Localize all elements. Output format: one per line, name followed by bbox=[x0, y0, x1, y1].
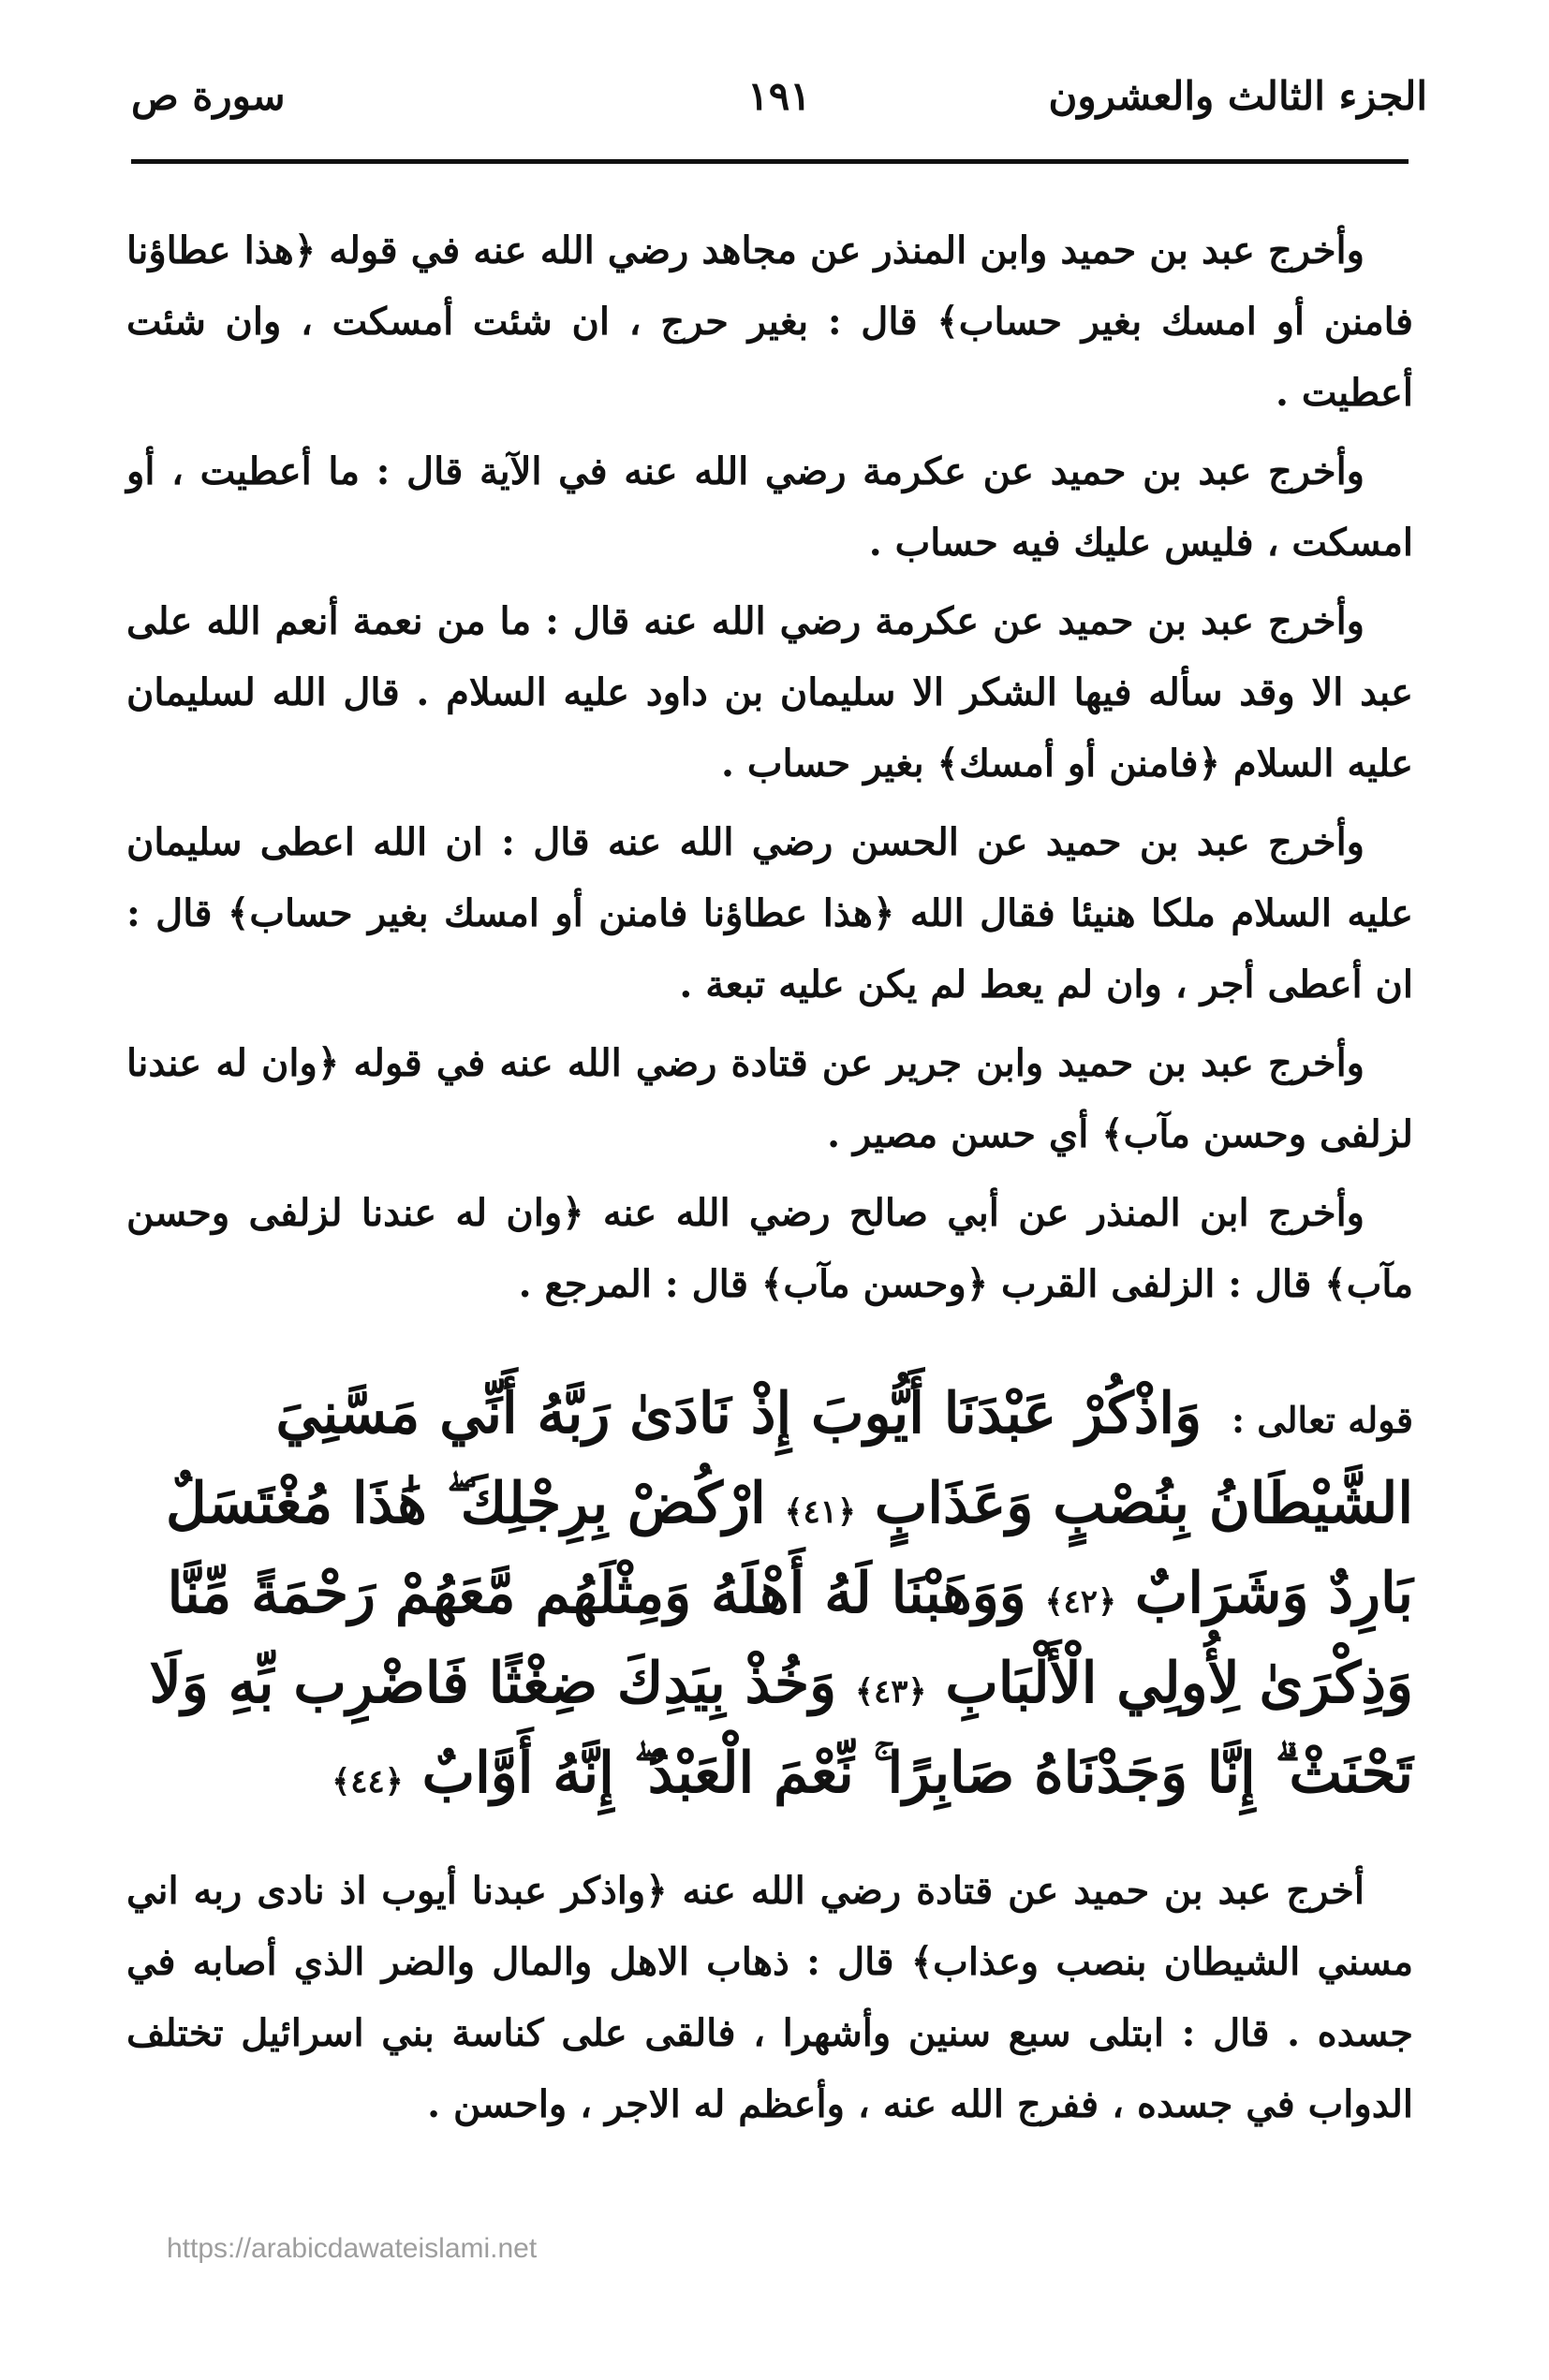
ayah-number: ﴿٤١﴾ bbox=[784, 1493, 856, 1531]
ayah-number: ﴿٤٣﴾ bbox=[855, 1673, 927, 1711]
ayah-text: وَاذْكُرْ عَبْدَنَا أَيُّوبَ إِذْ نَادَىٰ رَبَّهُ أَنِّي مَسَّنِيَ الشَّيْطَانُ بِنُصْبٍ وَعَذَابٍ bbox=[275, 1381, 1413, 1536]
verse-intro: قوله تعالى : bbox=[1232, 1399, 1413, 1441]
ayah-number: ﴿٤٢﴾ bbox=[1044, 1583, 1116, 1621]
paragraph: وأخرج عبد بن حميد وابن المنذر عن مجاهد رضي الله عنه في قوله ﴿هذا عطاؤنا فامنن أو امسك بغير حساب﴾ قال : بغير حرج ، ان شئت أمسكت ، وان شئت أعطيت . bbox=[126, 228, 1413, 415]
paragraph: وأخرج عبد بن حميد عن الحسن رضي الله عنه قال : ان الله اعطى سليمان عليه السلام ملكا هنيئا فقال الله ﴿هذا عطاؤنا فامنن أو امسك بغير حساب﴾ قال : ان أعطى أجر ، وان لم يعط لم يكن عليه تبعة . bbox=[126, 820, 1413, 1006]
header-rule bbox=[131, 159, 1409, 164]
ayah-text: ارْكُضْ بِرِجْلِكَ ۖ هَٰذَا مُغْتَسَلٌ بَارِدٌ وَشَرَابٌ bbox=[165, 1471, 1413, 1626]
page-header bbox=[131, 73, 1427, 148]
paragraph: وأخرج ابن المنذر عن أبي صالح رضي الله عنه ﴿وان له عندنا لزلفى وحسن مآب﴾ قال : الزلفى القرب ﴿وحسن مآب﴾ قال : المرجع . bbox=[126, 1191, 1413, 1306]
paragraph: وأخرج عبد بن حميد عن عكرمة رضي الله عنه في الآية قال : ما أعطيت ، أو امسكت ، فليس عليك فيه حساب . bbox=[126, 449, 1413, 565]
paragraph: وأخرج عبد بن حميد وابن جرير عن قتادة رضي الله عنه في قوله ﴿وان له عندنا لزلفى وحسن مآب﴾ أي حسن مصير . bbox=[126, 1041, 1413, 1156]
ayah-number: ﴿٤٤﴾ bbox=[332, 1763, 404, 1800]
page-body bbox=[126, 215, 1413, 2148]
quran-verse-block bbox=[126, 1369, 1413, 1818]
part-title: الجزء الثالث والعشرون bbox=[1048, 73, 1427, 119]
ayah-text: وَخُذْ بِيَدِكَ ضِغْثًا فَاضْرِب بِّهِ وَلَا تَحْنَثْ ۗ إِنَّا وَجَدْنَاهُ صَابِرًا ۚ نِّعْمَ الْعَبْدُ ۖ إِنَّهُ أَوَّابٌ bbox=[149, 1651, 1413, 1806]
ayah-text: وَوَهَبْنَا لَهُ أَهْلَهُ وَمِثْلَهُم مَّعَهُمْ رَحْمَةً مِّنَّا وَذِكْرَىٰ لِأُولِي الْأَلْبَابِ bbox=[167, 1561, 1413, 1716]
page-number: ١٩١ bbox=[747, 73, 811, 119]
commentary-paragraph: أخرج عبد بن حميد عن قتادة رضي الله عنه ﴿واذكر عبدنا أيوب اذ نادى ربه اني مسني الشيطان بنصب وعذاب﴾ قال : ذهاب الاهل والمال والضر الذي أصابه في جسده . قال : ابتلى سبع سنين وأشهرا ، فالقى على كناسة بني اسرائيل تختلف الدواب في جسده ، ففرج الله عنه ، وأعظم له الاجر ، واحسن . bbox=[126, 1869, 1413, 2126]
paragraph: وأخرج عبد بن حميد عن عكرمة رضي الله عنه قال : ما من نعمة أنعم الله على عبد الا وقد سأله فيها الشكر الا سليمان بن داود عليه السلام . قال الله لسليمان عليه السلام ﴿فامنن أو أمسك﴾ بغير حساب . bbox=[126, 599, 1413, 786]
watermark-url: https://arabicdawateislami.net bbox=[167, 2233, 538, 2264]
surah-title: سورة ص bbox=[131, 73, 286, 119]
